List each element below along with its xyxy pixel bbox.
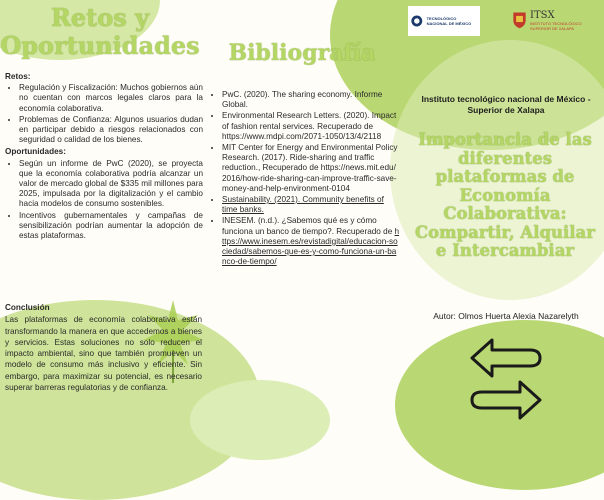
ref-text: MIT Center for Energy and Environmental Policy Research. (2017). Ride-sharing and traffic reduction., Recuperado de: [222, 143, 398, 173]
bibliografia-title: Bibliografía: [228, 40, 376, 66]
conclusion-block: [5, 301, 202, 393]
retos-list: [5, 83, 203, 145]
list-item: • Según un informe de PwC (2020), se proyecta que la economía colaborativa podría alcanzar un valor de mercado global de $335 mil millones para 2025, impulsada por la digitalización y el cambio hacia modelos de consumo sostenibles.: [19, 159, 203, 210]
oportunidades-list: [5, 159, 203, 242]
left-title: [0, 4, 200, 60]
conclusion-text: Las plataformas de economía colaborativa están transformando la manera en que accedemos a bienes y servicios. Estas soluciones no solo reducen el impacto ambiental, sino que también promueven un modelo de consumo más inclusivo y eficiente. Sin embargo, para maximizar su potencial, es necesario superar barreras regulatorias y de confianza.: [5, 315, 202, 392]
ref-text: PwC. (2020). The sharing economy. Informe Global.: [222, 90, 383, 110]
bibliography-column: [208, 90, 400, 268]
bibliography-list: [208, 90, 400, 267]
bibliography-item: [222, 90, 400, 110]
author-line: Autor: Olmos Huerta Alexia Nazarelyth: [433, 311, 579, 321]
left-title-line2: Oportunidades: [0, 31, 200, 60]
retos-heading: Retos:: [5, 72, 31, 81]
tecnm-gear-icon: [410, 11, 424, 31]
left-title-line1: Retos y: [50, 3, 150, 32]
main-title: Importancia de las diferentes plataformas de Economía Colaborativa: Compartir, Alquilar e Intercambiar: [415, 130, 595, 260]
ref-link[interactable]: Sustainability. (2021). Community benefits of time banks.: [222, 195, 384, 215]
ref-link[interactable]: https://www.inesem.es/revistadigital/educacion-sociedad/sabemos-que-es-y-como-funciona-un-banco-de-tiempo/: [222, 226, 400, 267]
left-column: [5, 70, 203, 242]
tecnm-logo: [408, 6, 480, 36]
green-blob-bottom-mid: [190, 380, 330, 460]
itsx-logo: [512, 5, 596, 35]
conclusion-heading: Conclusión: [5, 303, 50, 312]
itsx-logo-texts: [530, 10, 596, 31]
tecnm-logo-text: TECNOLÓGICO NACIONAL DE MÉXICO: [426, 16, 472, 26]
bibliography-item: [222, 111, 400, 142]
exchange-arrows-icon: [464, 336, 548, 422]
itsx-shield-icon: [512, 7, 527, 33]
institute-name: Instituto tecnológico nacional de México - Superior de Xalapa: [421, 94, 591, 115]
list-item: • Incentivos gubernamentales y campañas de sensibilización podrían aumentar la adopción de estas plataformas.: [19, 211, 203, 242]
list-item: • Regulación y Fiscalización: Muchos gobiernos aún no cuentan con marcos legales claros para la economía colaborativa.: [19, 83, 203, 114]
list-item: • Problemas de Confianza: Algunos usuarios dudan en participar debido a riesgos relacionados con seguridad o calidad de los bienes.: [19, 115, 203, 146]
ref-text: INESEM. (n.d.). ¿Sabemos qué es y cómo funciona un banco de tiempo?. Recuperado de: [222, 216, 395, 236]
oportunidades-heading: Oportunidades:: [5, 147, 66, 157]
ref-text: Environmental Research Letters. (2020). Impact of fashion rental services. Recuperado de: [222, 111, 397, 131]
bibliography-item: [222, 195, 400, 215]
ref-link[interactable]: https://www.mdpi.com/2071-1050/13/4/2118: [222, 131, 382, 141]
ref-link[interactable]: https://news.mit.edu/2016/how-ride-sharing-can-improve-traffic-save-money-and-help-environment-0104: [222, 163, 397, 193]
bibliography-item: [222, 143, 400, 194]
bibliography-item: [222, 216, 400, 267]
itsx-logo-text: INSTITUTO TECNOLÓGICO SUPERIOR DE XALAPA: [530, 20, 582, 31]
itsx-logo-title: ITSX: [530, 9, 555, 21]
